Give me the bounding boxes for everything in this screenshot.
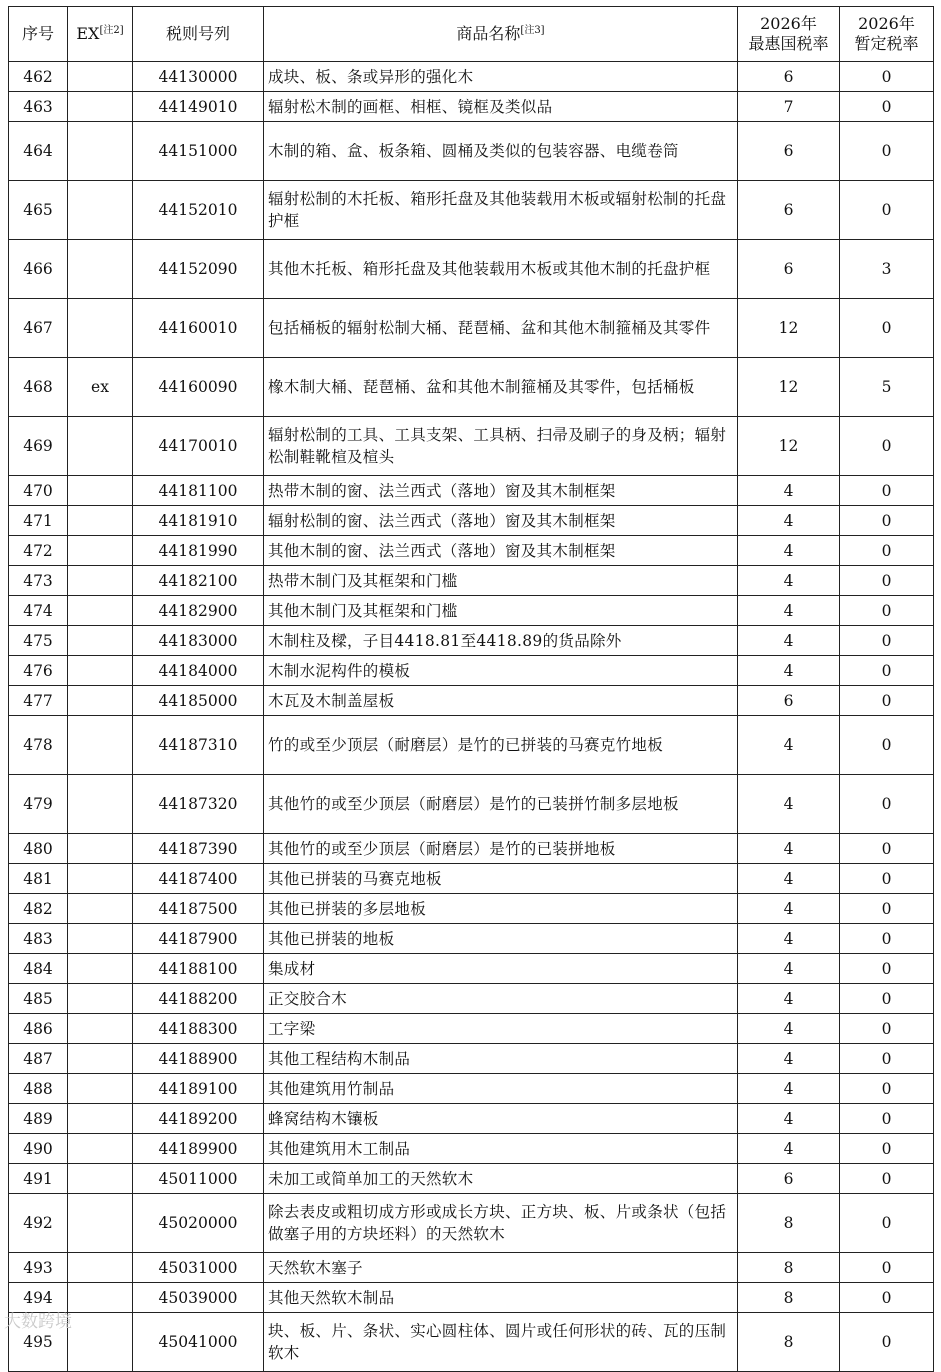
cell-seq: 463 xyxy=(9,92,68,122)
cell-mfn-rate: 4 xyxy=(738,894,840,924)
cell-provisional-rate: 0 xyxy=(840,984,934,1014)
cell-provisional-rate: 0 xyxy=(840,834,934,864)
cell-ex xyxy=(68,864,133,894)
cell-name: 其他建筑用木工制品 xyxy=(264,1134,738,1164)
cell-mfn-rate: 4 xyxy=(738,1134,840,1164)
cell-ex xyxy=(68,1104,133,1134)
cell-mfn-rate: 4 xyxy=(738,864,840,894)
cell-provisional-rate: 0 xyxy=(840,1014,934,1044)
cell-seq: 465 xyxy=(9,181,68,240)
cell-mfn-rate: 4 xyxy=(738,924,840,954)
cell-name: 除去表皮或粗切成方形或成长方块、正方块、板、片或条状（包括做塞子用的方块坯料）的天然软木 xyxy=(264,1194,738,1253)
cell-mfn-rate: 4 xyxy=(738,476,840,506)
cell-seq: 487 xyxy=(9,1044,68,1074)
table-row xyxy=(9,566,934,596)
table-row xyxy=(9,1164,934,1194)
cell-code: 44187400 xyxy=(133,864,264,894)
cell-mfn-rate: 4 xyxy=(738,984,840,1014)
cell-code: 44151000 xyxy=(133,122,264,181)
header-mfn-rate: 2026年 最惠国税率 xyxy=(738,7,840,62)
cell-ex xyxy=(68,626,133,656)
cell-name: 热带木制门及其框架和门槛 xyxy=(264,566,738,596)
cell-seq: 464 xyxy=(9,122,68,181)
table-row xyxy=(9,716,934,775)
cell-name: 热带木制的窗、法兰西式（落地）窗及其木制框架 xyxy=(264,476,738,506)
table-row xyxy=(9,1194,934,1253)
cell-provisional-rate: 3 xyxy=(840,240,934,299)
cell-mfn-rate: 4 xyxy=(738,954,840,984)
cell-mfn-rate: 4 xyxy=(738,536,840,566)
table-row xyxy=(9,954,934,984)
cell-ex xyxy=(68,181,133,240)
cell-ex xyxy=(68,984,133,1014)
cell-name: 木制的箱、盒、板条箱、圆桶及类似的包装容器、电缆卷筒 xyxy=(264,122,738,181)
cell-provisional-rate: 0 xyxy=(840,566,934,596)
cell-provisional-rate: 5 xyxy=(840,358,934,417)
cell-ex xyxy=(68,1014,133,1044)
cell-mfn-rate: 4 xyxy=(738,566,840,596)
watermark: 大数跨境 xyxy=(4,1312,72,1332)
cell-provisional-rate: 0 xyxy=(840,1134,934,1164)
cell-name: 其他木制门及其框架和门槛 xyxy=(264,596,738,626)
cell-code: 44187500 xyxy=(133,894,264,924)
cell-ex xyxy=(68,834,133,864)
cell-mfn-rate: 8 xyxy=(738,1194,840,1253)
cell-code: 44160090 xyxy=(133,358,264,417)
cell-seq: 489 xyxy=(9,1104,68,1134)
table-row xyxy=(9,62,934,92)
header-seq: 序号 xyxy=(9,7,68,62)
cell-ex xyxy=(68,1253,133,1283)
cell-provisional-rate: 0 xyxy=(840,596,934,626)
table-row xyxy=(9,299,934,358)
cell-code: 44182900 xyxy=(133,596,264,626)
cell-ex xyxy=(68,1074,133,1104)
table-row xyxy=(9,596,934,626)
cell-name: 工字梁 xyxy=(264,1014,738,1044)
cell-seq: 468 xyxy=(9,358,68,417)
cell-code: 45031000 xyxy=(133,1253,264,1283)
table-row xyxy=(9,1283,934,1313)
cell-provisional-rate: 0 xyxy=(840,924,934,954)
cell-seq: 492 xyxy=(9,1194,68,1253)
header-ex-note: [注2] xyxy=(99,25,124,36)
table-row xyxy=(9,92,934,122)
cell-code: 44152090 xyxy=(133,240,264,299)
table-row xyxy=(9,1074,934,1104)
cell-name: 辐射松制的窗、法兰西式（落地）窗及其木制框架 xyxy=(264,506,738,536)
cell-name: 其他已拼装的地板 xyxy=(264,924,738,954)
table-row xyxy=(9,1134,934,1164)
cell-provisional-rate: 0 xyxy=(840,506,934,536)
header-name: 商品名称[注3] xyxy=(264,7,738,62)
cell-seq: 477 xyxy=(9,686,68,716)
cell-name: 其他木制的窗、法兰西式（落地）窗及其木制框架 xyxy=(264,536,738,566)
cell-seq: 484 xyxy=(9,954,68,984)
cell-name: 木制水泥构件的模板 xyxy=(264,656,738,686)
cell-seq: 491 xyxy=(9,1164,68,1194)
cell-ex xyxy=(68,596,133,626)
cell-provisional-rate: 0 xyxy=(840,1104,934,1134)
cell-name: 其他木托板、箱形托盘及其他装载用木板或其他木制的托盘护框 xyxy=(264,240,738,299)
table-row xyxy=(9,417,934,476)
cell-seq: 483 xyxy=(9,924,68,954)
cell-seq: 471 xyxy=(9,506,68,536)
cell-mfn-rate: 4 xyxy=(738,1044,840,1074)
cell-code: 44187900 xyxy=(133,924,264,954)
cell-ex xyxy=(68,299,133,358)
cell-mfn-rate: 4 xyxy=(738,716,840,775)
cell-ex xyxy=(68,954,133,984)
cell-mfn-rate: 4 xyxy=(738,1014,840,1044)
cell-code: 44160010 xyxy=(133,299,264,358)
cell-provisional-rate: 0 xyxy=(840,626,934,656)
cell-code: 44187390 xyxy=(133,834,264,864)
cell-mfn-rate: 8 xyxy=(738,1253,840,1283)
cell-provisional-rate: 0 xyxy=(840,1194,934,1253)
cell-name: 其他天然软木制品 xyxy=(264,1283,738,1313)
cell-provisional-rate: 0 xyxy=(840,1044,934,1074)
cell-seq: 473 xyxy=(9,566,68,596)
cell-provisional-rate: 0 xyxy=(840,656,934,686)
cell-code: 44149010 xyxy=(133,92,264,122)
cell-name: 橡木制大桶、琵琶桶、盆和其他木制箍桶及其零件，包括桶板 xyxy=(264,358,738,417)
cell-code: 45039000 xyxy=(133,1283,264,1313)
cell-provisional-rate: 0 xyxy=(840,476,934,506)
cell-provisional-rate: 0 xyxy=(840,417,934,476)
cell-name: 块、板、片、条状、实心圆柱体、圆片或任何形状的砖、瓦的压制软木 xyxy=(264,1313,738,1372)
cell-provisional-rate: 0 xyxy=(840,686,934,716)
cell-code: 44184000 xyxy=(133,656,264,686)
cell-seq: 474 xyxy=(9,596,68,626)
cell-mfn-rate: 4 xyxy=(738,656,840,686)
cell-name: 蜂窝结构木镶板 xyxy=(264,1104,738,1134)
cell-code: 44189100 xyxy=(133,1074,264,1104)
table-row xyxy=(9,181,934,240)
tariff-table xyxy=(8,6,934,1372)
cell-ex xyxy=(68,894,133,924)
table-row xyxy=(9,894,934,924)
cell-code: 44189900 xyxy=(133,1134,264,1164)
cell-mfn-rate: 4 xyxy=(738,596,840,626)
cell-code: 44187310 xyxy=(133,716,264,775)
cell-seq: 469 xyxy=(9,417,68,476)
table-row xyxy=(9,240,934,299)
cell-seq: 490 xyxy=(9,1134,68,1164)
cell-code: 44181990 xyxy=(133,536,264,566)
cell-seq: 462 xyxy=(9,62,68,92)
cell-code: 44152010 xyxy=(133,181,264,240)
cell-seq: 486 xyxy=(9,1014,68,1044)
cell-mfn-rate: 4 xyxy=(738,506,840,536)
table-row xyxy=(9,775,934,834)
header-code: 税则号列 xyxy=(133,7,264,62)
table-row xyxy=(9,1253,934,1283)
cell-code: 44183000 xyxy=(133,626,264,656)
cell-provisional-rate: 0 xyxy=(840,775,934,834)
cell-provisional-rate: 0 xyxy=(840,716,934,775)
cell-ex xyxy=(68,240,133,299)
cell-name: 辐射松制的木托板、箱形托盘及其他装载用木板或辐射松制的托盘护框 xyxy=(264,181,738,240)
cell-seq: 476 xyxy=(9,656,68,686)
cell-ex xyxy=(68,1313,133,1372)
table-row xyxy=(9,1313,934,1372)
table-row xyxy=(9,864,934,894)
cell-code: 44181910 xyxy=(133,506,264,536)
cell-seq: 467 xyxy=(9,299,68,358)
cell-ex xyxy=(68,1044,133,1074)
cell-provisional-rate: 0 xyxy=(840,1253,934,1283)
table-row xyxy=(9,358,934,417)
cell-name: 木制柱及樑，子目4418.81至4418.89的货品除外 xyxy=(264,626,738,656)
cell-provisional-rate: 0 xyxy=(840,1283,934,1313)
cell-ex xyxy=(68,62,133,92)
cell-code: 44188100 xyxy=(133,954,264,984)
cell-name: 辐射松制的工具、工具支架、工具柄、扫帚及刷子的身及柄；辐射松制鞋靴楦及楦头 xyxy=(264,417,738,476)
cell-mfn-rate: 8 xyxy=(738,1283,840,1313)
cell-seq: 472 xyxy=(9,536,68,566)
table-row xyxy=(9,1044,934,1074)
cell-ex xyxy=(68,686,133,716)
cell-provisional-rate: 0 xyxy=(840,122,934,181)
cell-name: 天然软木塞子 xyxy=(264,1253,738,1283)
cell-ex xyxy=(68,716,133,775)
header-name-note: [注3] xyxy=(520,25,545,36)
cell-ex xyxy=(68,506,133,536)
cell-mfn-rate: 12 xyxy=(738,358,840,417)
cell-ex xyxy=(68,122,133,181)
cell-code: 44188300 xyxy=(133,1014,264,1044)
cell-name: 其他已拼装的马赛克地板 xyxy=(264,864,738,894)
cell-mfn-rate: 6 xyxy=(738,122,840,181)
cell-name: 其他已拼装的多层地板 xyxy=(264,894,738,924)
cell-provisional-rate: 0 xyxy=(840,92,934,122)
cell-mfn-rate: 6 xyxy=(738,1164,840,1194)
cell-mfn-rate: 4 xyxy=(738,626,840,656)
cell-mfn-rate: 12 xyxy=(738,299,840,358)
cell-code: 44130000 xyxy=(133,62,264,92)
cell-name: 其他工程结构木制品 xyxy=(264,1044,738,1074)
header-ex: EX[注2] xyxy=(68,7,133,62)
cell-code: 44189200 xyxy=(133,1104,264,1134)
cell-ex xyxy=(68,417,133,476)
cell-provisional-rate: 0 xyxy=(840,864,934,894)
table-header-row xyxy=(9,7,934,62)
cell-mfn-rate: 6 xyxy=(738,181,840,240)
table-row xyxy=(9,626,934,656)
table-row xyxy=(9,656,934,686)
cell-seq: 470 xyxy=(9,476,68,506)
table-row xyxy=(9,834,934,864)
cell-name: 未加工或简单加工的天然软木 xyxy=(264,1164,738,1194)
cell-code: 44170010 xyxy=(133,417,264,476)
cell-ex xyxy=(68,775,133,834)
cell-seq: 494 xyxy=(9,1283,68,1313)
cell-ex xyxy=(68,924,133,954)
cell-ex xyxy=(68,1134,133,1164)
cell-provisional-rate: 0 xyxy=(840,536,934,566)
cell-code: 44188900 xyxy=(133,1044,264,1074)
cell-name: 辐射松木制的画框、相框、镜框及类似品 xyxy=(264,92,738,122)
table-row xyxy=(9,924,934,954)
cell-mfn-rate: 6 xyxy=(738,686,840,716)
cell-seq: 482 xyxy=(9,894,68,924)
cell-seq: 466 xyxy=(9,240,68,299)
cell-mfn-rate: 7 xyxy=(738,92,840,122)
cell-provisional-rate: 0 xyxy=(840,1164,934,1194)
table-row xyxy=(9,984,934,1014)
cell-seq: 478 xyxy=(9,716,68,775)
cell-seq: 495 xyxy=(9,1313,68,1372)
cell-code: 44188200 xyxy=(133,984,264,1014)
cell-code: 44181100 xyxy=(133,476,264,506)
cell-ex: ex xyxy=(68,358,133,417)
cell-seq: 493 xyxy=(9,1253,68,1283)
cell-seq: 481 xyxy=(9,864,68,894)
cell-provisional-rate: 0 xyxy=(840,1074,934,1104)
cell-provisional-rate: 0 xyxy=(840,894,934,924)
cell-mfn-rate: 12 xyxy=(738,417,840,476)
cell-provisional-rate: 0 xyxy=(840,62,934,92)
cell-provisional-rate: 0 xyxy=(840,299,934,358)
cell-code: 44185000 xyxy=(133,686,264,716)
cell-name: 其他竹的或至少顶层（耐磨层）是竹的已装拼竹制多层地板 xyxy=(264,775,738,834)
cell-mfn-rate: 6 xyxy=(738,62,840,92)
table-row xyxy=(9,536,934,566)
cell-mfn-rate: 8 xyxy=(738,1313,840,1372)
table-row xyxy=(9,1104,934,1134)
cell-code: 44182100 xyxy=(133,566,264,596)
cell-provisional-rate: 0 xyxy=(840,954,934,984)
cell-ex xyxy=(68,566,133,596)
table-row xyxy=(9,1014,934,1044)
cell-seq: 480 xyxy=(9,834,68,864)
cell-mfn-rate: 4 xyxy=(738,834,840,864)
cell-mfn-rate: 6 xyxy=(738,240,840,299)
table-row xyxy=(9,476,934,506)
cell-ex xyxy=(68,1194,133,1253)
cell-code: 44187320 xyxy=(133,775,264,834)
cell-ex xyxy=(68,92,133,122)
cell-name: 其他竹的或至少顶层（耐磨层）是竹的已装拼地板 xyxy=(264,834,738,864)
cell-name: 包括桶板的辐射松制大桶、琵琶桶、盆和其他木制箍桶及其零件 xyxy=(264,299,738,358)
header-provisional-rate: 2026年 暂定税率 xyxy=(840,7,934,62)
cell-name: 集成材 xyxy=(264,954,738,984)
cell-mfn-rate: 4 xyxy=(738,1074,840,1104)
cell-provisional-rate: 0 xyxy=(840,181,934,240)
cell-name: 竹的或至少顶层（耐磨层）是竹的已拼装的马赛克竹地板 xyxy=(264,716,738,775)
table-row xyxy=(9,686,934,716)
cell-name: 木瓦及木制盖屋板 xyxy=(264,686,738,716)
cell-mfn-rate: 4 xyxy=(738,1104,840,1134)
cell-ex xyxy=(68,536,133,566)
cell-code: 45011000 xyxy=(133,1164,264,1194)
cell-ex xyxy=(68,656,133,686)
cell-seq: 488 xyxy=(9,1074,68,1104)
cell-name: 其他建筑用竹制品 xyxy=(264,1074,738,1104)
cell-ex xyxy=(68,1283,133,1313)
cell-ex xyxy=(68,1164,133,1194)
cell-seq: 475 xyxy=(9,626,68,656)
cell-seq: 485 xyxy=(9,984,68,1014)
cell-mfn-rate: 4 xyxy=(738,775,840,834)
cell-ex xyxy=(68,476,133,506)
table-row xyxy=(9,506,934,536)
table-row xyxy=(9,122,934,181)
cell-provisional-rate: 0 xyxy=(840,1313,934,1372)
cell-code: 45020000 xyxy=(133,1194,264,1253)
cell-name: 正交胶合木 xyxy=(264,984,738,1014)
cell-seq: 479 xyxy=(9,775,68,834)
cell-code: 45041000 xyxy=(133,1313,264,1372)
cell-name: 成块、板、条或异形的强化木 xyxy=(264,62,738,92)
